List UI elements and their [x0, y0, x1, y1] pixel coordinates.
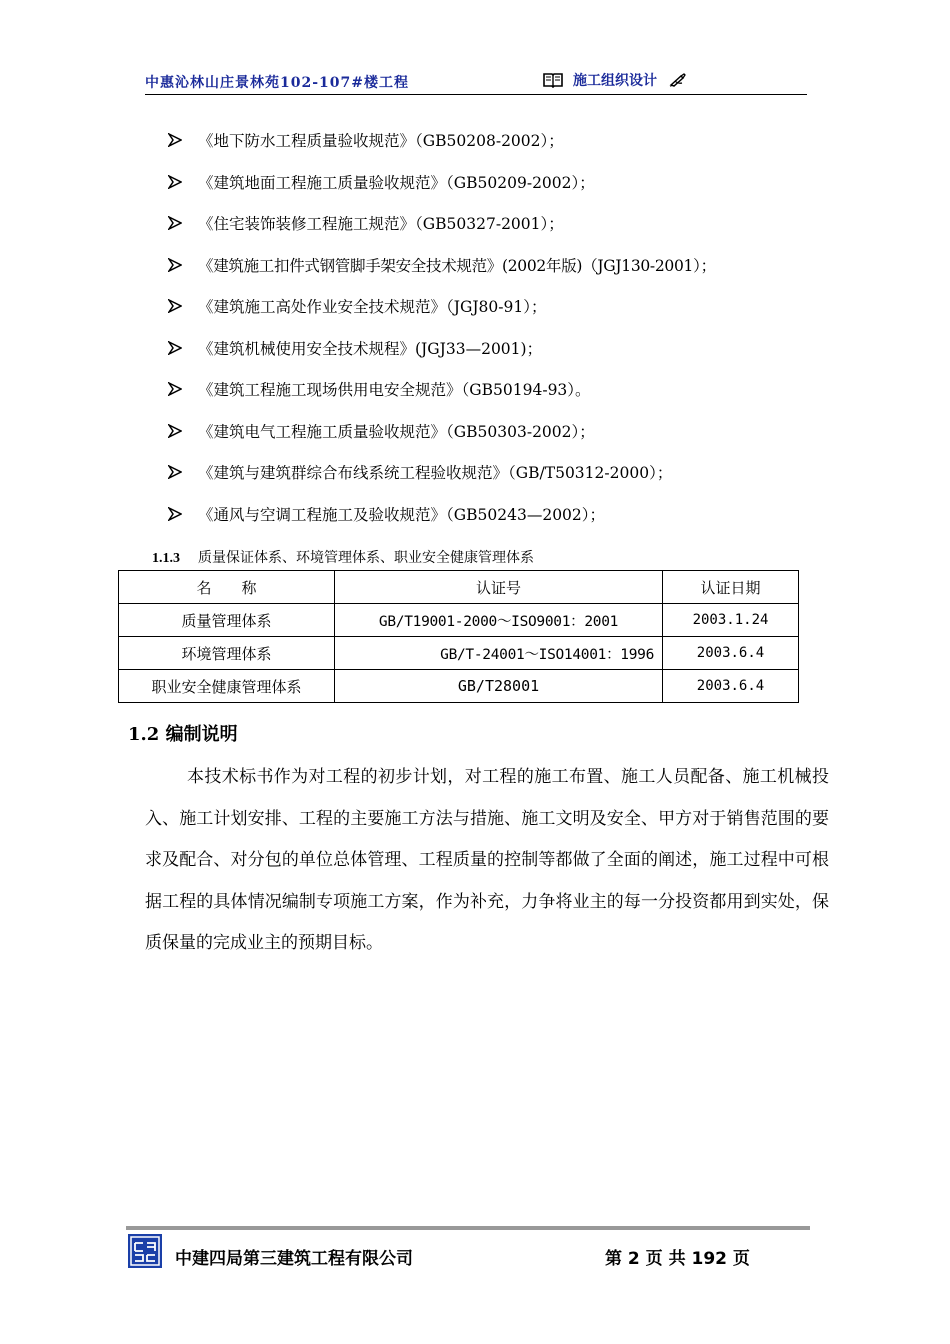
reference-text: 《地下防水工程质量验收规范》（GB50208-2002）； — [198, 132, 564, 150]
subsection-heading — [152, 547, 534, 567]
subsection-title: 质量保证体系、环境管理体系、职业安全健康管理体系 — [198, 550, 534, 566]
arrow-bullet-icon — [168, 424, 182, 438]
cell-cert-date: 2003.6.4 — [663, 637, 799, 670]
arrow-bullet-icon — [168, 382, 182, 396]
arrow-bullet-icon — [168, 175, 182, 189]
arrow-bullet-icon — [168, 133, 182, 147]
subsection-number: 1.1.3 — [152, 551, 180, 566]
reference-item — [168, 292, 547, 320]
arrow-bullet-icon — [168, 258, 182, 272]
header-cell-cert-number: 认证号 — [335, 571, 663, 604]
reference-text: 《建筑施工扣件式钢管脚手架安全技术规范》(2002年版)（JGJ130-2001）； — [198, 256, 716, 275]
header-doc-type: 施工组织设计 — [573, 73, 657, 89]
body-paragraph: 本技术标书作为对工程的初步计划，对工程的施工布置、施工人员配备、施工机械投入、施工计划安排、工程的主要施工方法与措施、施工文明及安全、甲方对于销售范围的要求及配合、对分包的单位总体管理、工程质量的控制等都做了全面的阐述，施工过程中可根据工程的具体情况编制专项施工方案，作为补充，力争将业主的每一分投资都用到实处，保质保量的完成业主的预期目标。 — [145, 767, 829, 953]
reference-item — [168, 168, 595, 196]
book-icon — [543, 72, 563, 88]
header-cell-cert-date: 认证日期 — [663, 571, 799, 604]
reference-item — [168, 417, 595, 445]
reference-text: 《通风与空调工程施工及验收规范》（GB50243—2002）； — [198, 505, 606, 524]
header-cell-name: 名 称 — [119, 571, 335, 604]
cell-system-name: 环境管理体系 — [119, 637, 335, 670]
reference-item — [168, 500, 605, 528]
certification-table — [118, 570, 799, 703]
reference-text: 《建筑工程施工现场供用电安全规范》（GB50194-93）。 — [198, 381, 591, 399]
reference-text: 《住宅装饰装修工程施工规范》（GB50327-2001）； — [198, 215, 564, 233]
header-doc-type-group — [543, 70, 687, 90]
reference-text: 《建筑地面工程施工质量验收规范》（GB50209-2002）； — [198, 173, 595, 192]
reference-text: 《建筑与建筑群综合布线系统工程验收规范》（GB/T50312-2000）； — [198, 464, 673, 482]
reference-text: 《建筑施工高处作业安全技术规范》（JGJ80-91）； — [198, 298, 547, 316]
page-header — [145, 68, 807, 95]
cscec-logo-icon — [128, 1234, 162, 1268]
cell-cert-number: GB/T28001 — [335, 670, 663, 703]
footer-company-name: 中建四局第三建筑工程有限公司 — [175, 1249, 413, 1269]
reference-item — [168, 209, 564, 237]
reference-text: 《建筑电气工程施工质量验收规范》（GB50303-2002）； — [198, 422, 595, 441]
cell-system-name: 质量管理体系 — [119, 604, 335, 637]
cell-system-name: 职业安全健康管理体系 — [119, 670, 335, 703]
arrow-bullet-icon — [168, 341, 182, 355]
header-project-title: 中惠沁林山庄景林苑102-107#楼工程 — [145, 75, 409, 91]
cell-cert-number: GB/T19001-2000～ISO9001：2001 — [335, 604, 663, 637]
footer-page-number: 第 2 页 共 192 页 — [605, 1249, 750, 1269]
arrow-bullet-icon — [168, 465, 182, 479]
reference-text: 《建筑机械使用安全技术规程》(JGJ33—2001)； — [198, 339, 543, 358]
arrow-bullet-icon — [168, 299, 182, 313]
table-row — [119, 670, 799, 703]
cell-cert-number: GB/T-24001～ISO14001：1996 — [335, 637, 663, 670]
reference-item — [168, 375, 591, 403]
table-header-row — [119, 571, 799, 604]
reference-item — [168, 251, 716, 279]
arrow-bullet-icon — [168, 507, 182, 521]
table-row — [119, 637, 799, 670]
reference-item — [168, 458, 672, 486]
reference-item — [168, 126, 564, 154]
footer-divider — [126, 1226, 810, 1230]
arrow-bullet-icon — [168, 216, 182, 230]
cell-cert-date: 2003.6.4 — [663, 670, 799, 703]
table-row — [119, 604, 799, 637]
writing-hand-icon — [669, 72, 687, 88]
reference-item — [168, 334, 542, 362]
section-heading: 1.2 编制说明 — [128, 724, 238, 745]
cell-cert-date: 2003.1.24 — [663, 604, 799, 637]
